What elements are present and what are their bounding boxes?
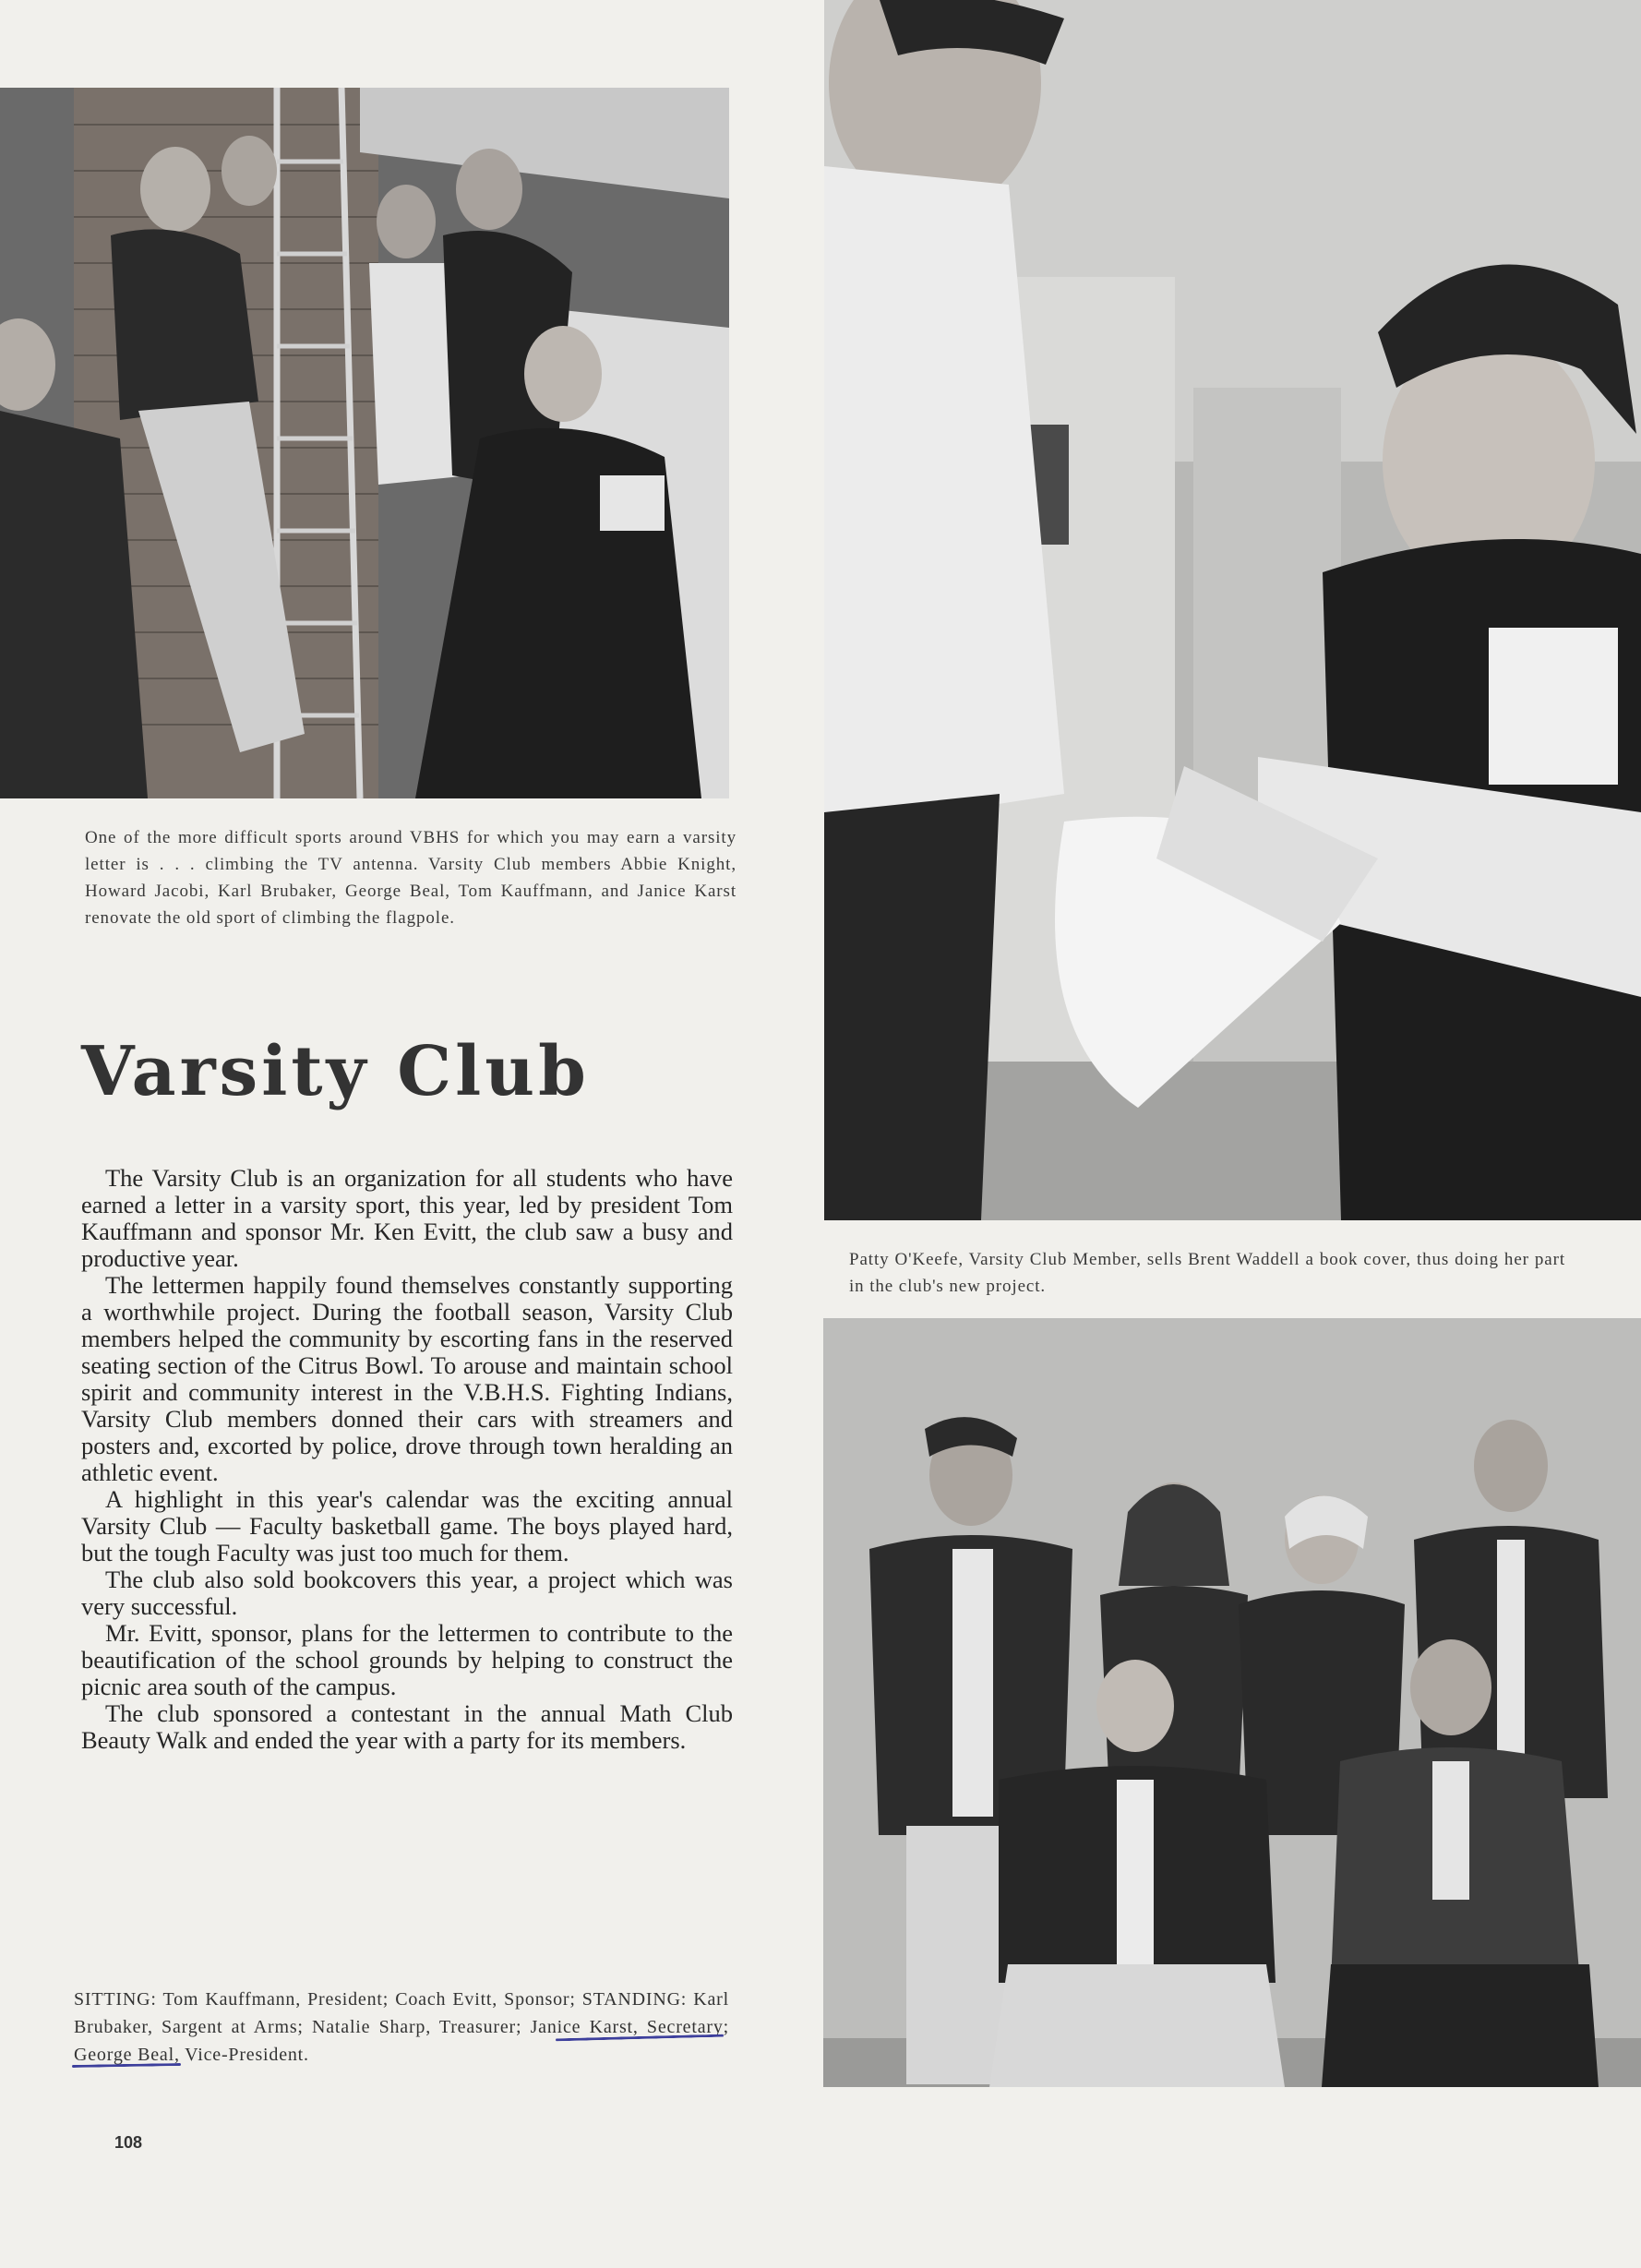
article-body [81,1165,733,1754]
book-cover-sale-photo-art [824,0,1641,1220]
book-cover-sale-caption: Patty O'Keefe, Varsity Club Member, sells Brent Waddell a book cover, thus doing her part in the club's new project. [849,1250,1565,1296]
article-paragraph: The Varsity Club is an organization for all students who have earned a letter in a varsity sport, this year, led by president Tom Kauffmann and sponsor Mr. Ken Evitt, the club saw a busy and productive year. [81,1164,733,1272]
flagpole-photo-art [0,88,729,798]
book-cover-sale-photo [824,0,1641,1220]
page-number: 108 [114,2133,143,2152]
article-title: Varsity Club [81,1032,590,1111]
article-paragraph: The lettermen happily found themselves constantly supporting a worthwhile project. During the football season, Varsity Club members helped the community by escorting fans in the reserved seating section of the Citrus Bowl. To arouse and maintain school spirit and community interest in the V.B.H.S. Fighting Indians, Varsity Club members donned their cars with streamers and posters and, excorted by police, drove through town heralding an athletic event. [81,1271,733,1486]
article-paragraph: Mr. Evitt, sponsor, plans for the lettermen to contribute to the beautification of the school grounds by helping to construct the picnic area south of the campus. [81,1619,733,1700]
officers-photo [823,1318,1641,2087]
flagpole-photo [0,88,729,798]
officers-photo-art [823,1318,1641,2087]
article-paragraph: A highlight in this year's calendar was the exciting annual Varsity Club — Faculty basketball game. The boys played hard, but the tough Faculty was just too much for them. [81,1485,733,1566]
article-paragraph: The club sponsored a contestant in the annual Math Club Beauty Walk and ended the year with a party for its members. [81,1699,733,1754]
article-paragraph: The club also sold bookcovers this year, a project which was very successful. [81,1566,733,1620]
flagpole-caption: One of the more difficult sports around VBHS for which you may earn a varsity letter is . . . climbing the TV antenna. Varsity Club members Abbie Knight, Howard Jacobi, Karl Brubaker, George Beal, Tom Kauffmann, and Janice Karst renovate the old sport of climbing the flagpole. [85,828,737,928]
officers-caption: SITTING: Tom Kauffmann, President; Coach Evitt, Sponsor; STANDING: Karl Brubaker, Sargent at Arms; Natalie Sharp, Treasurer; Janice Karst, Secretary; George Beal, Vice-President. [74,1989,729,2065]
